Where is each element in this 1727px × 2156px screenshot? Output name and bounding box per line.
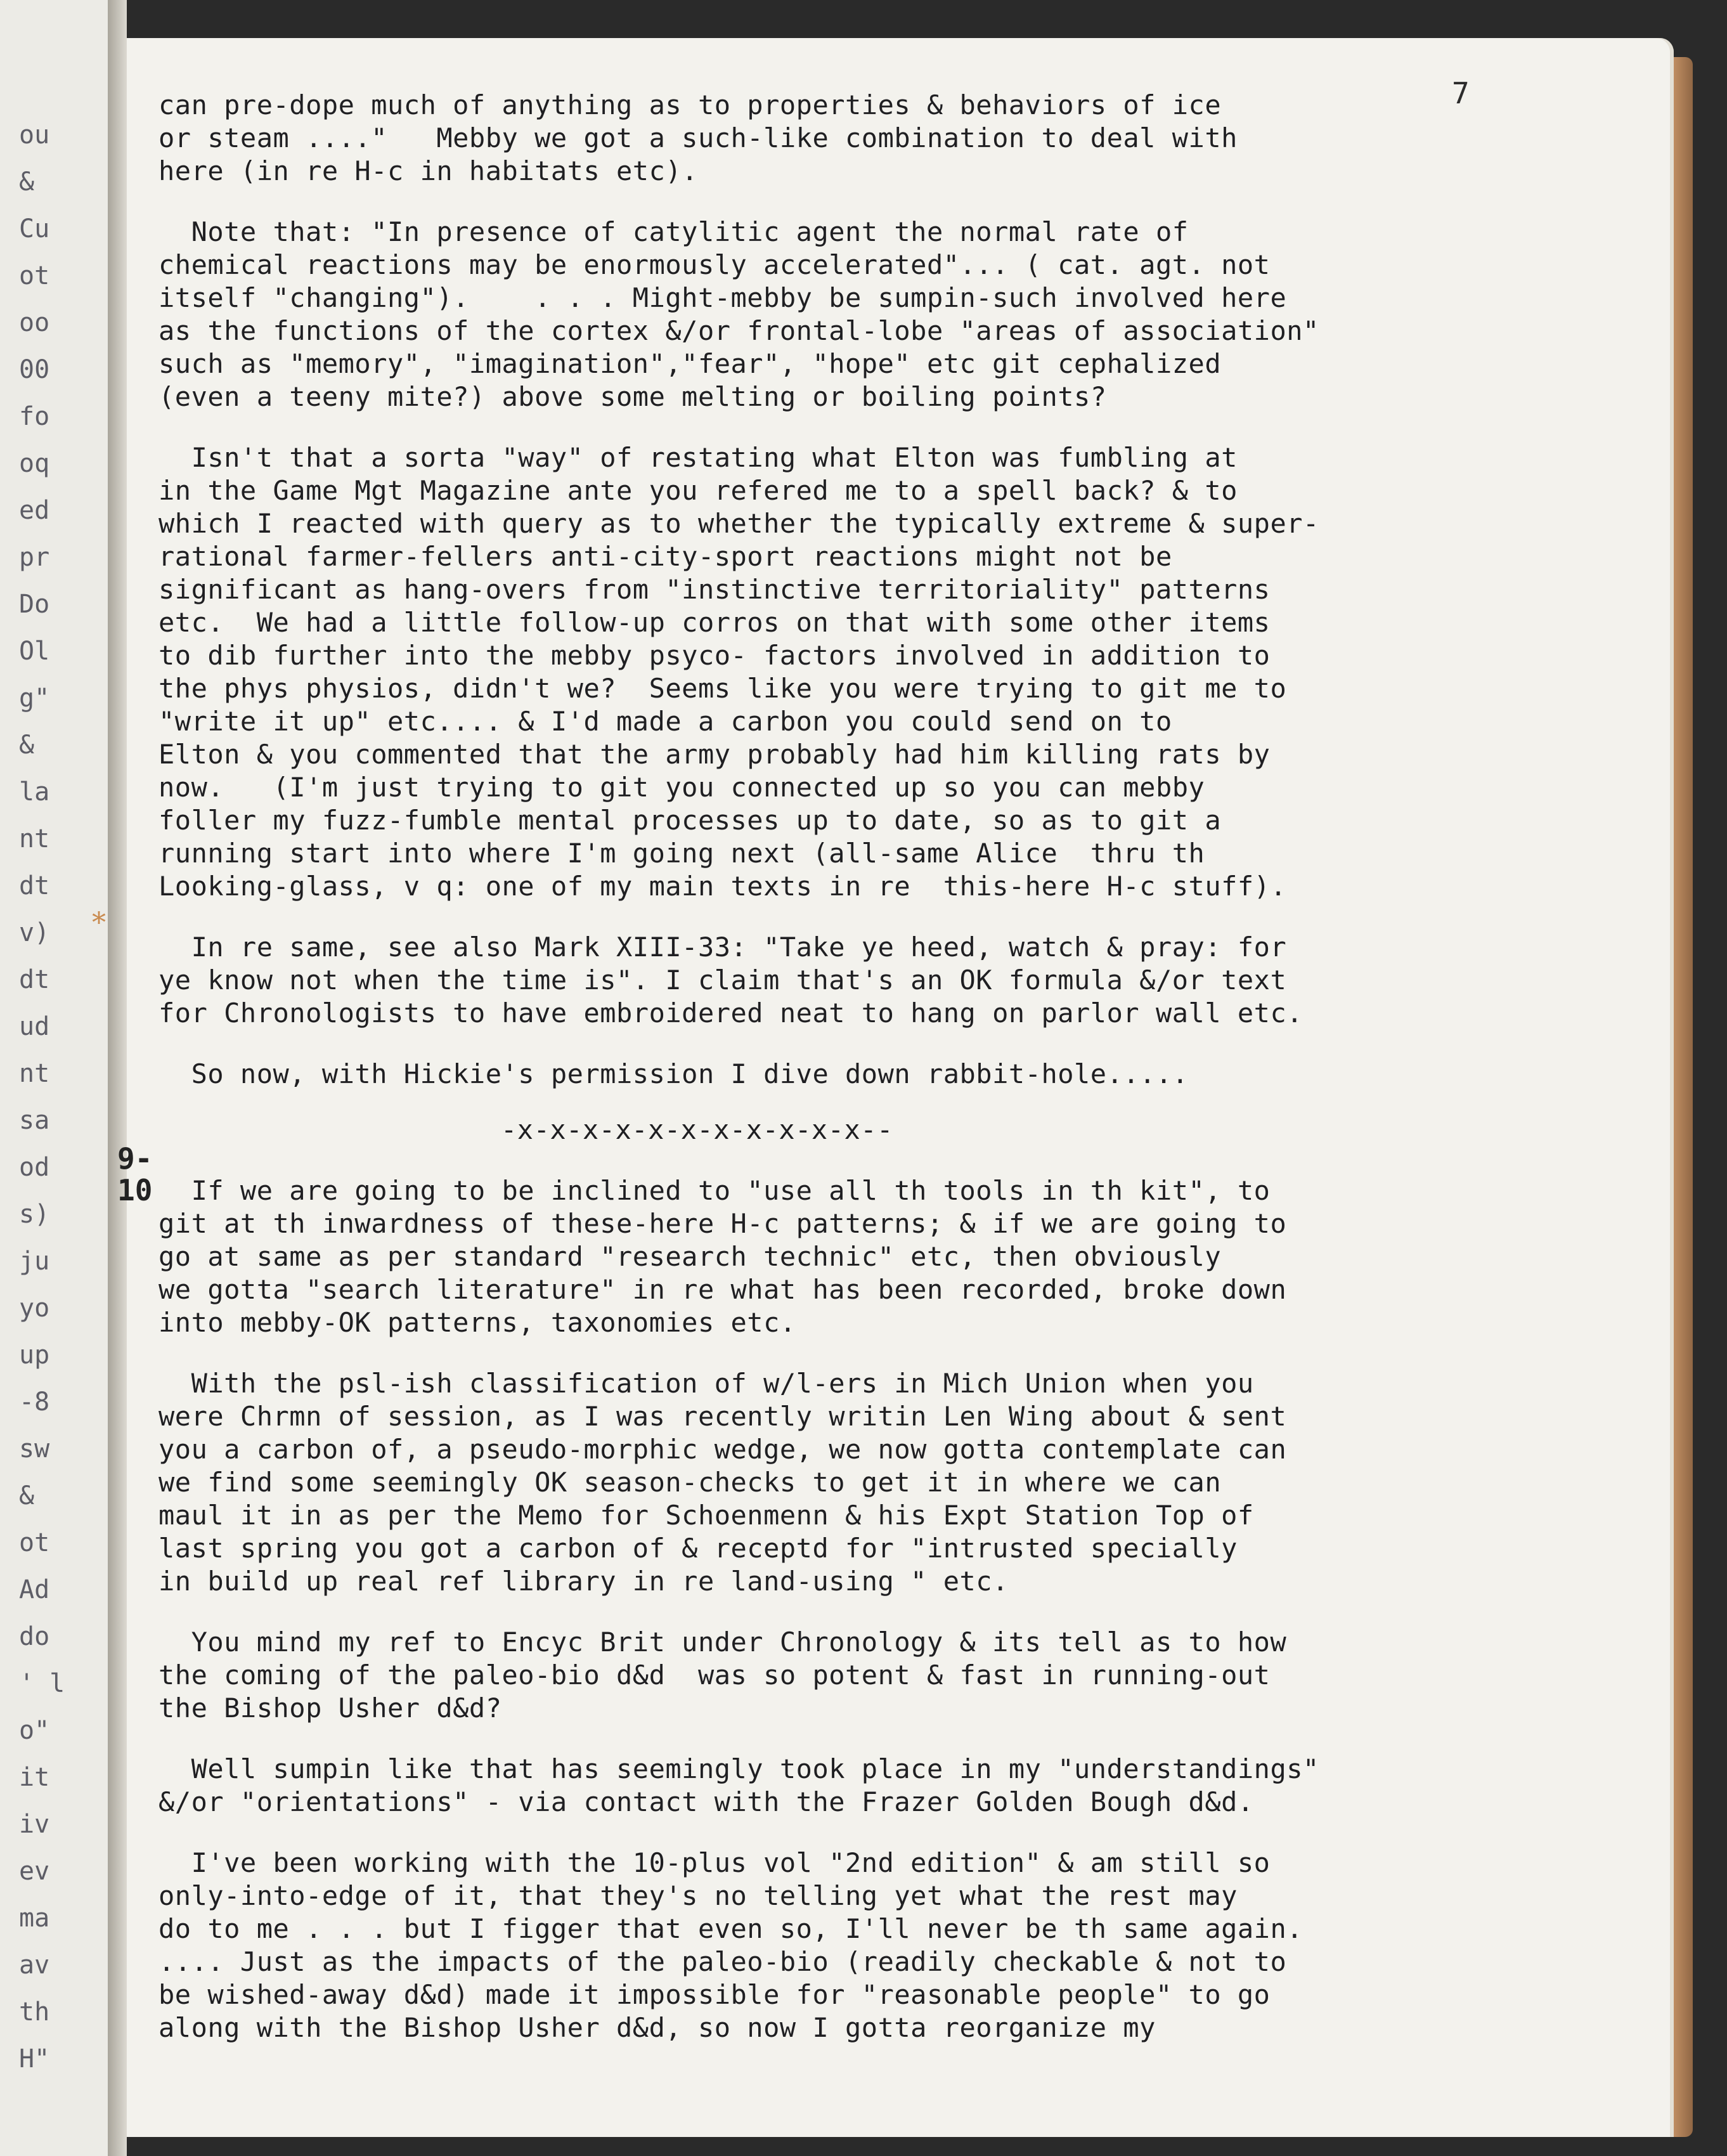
text-line: the coming of the paleo-bio d&d was so potent & fast in running-out — [158, 1659, 1271, 1691]
text-line: maul it in as per the Memo for Schoenmenn & his Expt Station Top of — [158, 1500, 1254, 1531]
left-page-text-fragment: av — [19, 1951, 50, 1980]
text-line: Looking-glass, v q: one of my main texts in re this-here H-c stuff). — [158, 871, 1287, 902]
text-line: the phys physios, didn't we? Seems like you were trying to git me to — [158, 673, 1287, 704]
left-page-text-fragment: ma — [19, 1904, 50, 1933]
left-page-text-fragment: iv — [19, 1810, 50, 1839]
left-page-text-fragment: la — [19, 777, 50, 807]
text-line: or steam ...." Mebby we got a such-like combination to deal with — [158, 122, 1238, 153]
margin-note-second: 10 — [117, 1173, 153, 1207]
left-page-text-fragment: Ad — [19, 1575, 50, 1604]
left-page-text-fragment: Do — [19, 590, 50, 619]
paragraph-2 — [158, 216, 1522, 413]
text-line: Isn't that a sorta "way" of restating what Elton was fumbling at — [158, 442, 1238, 473]
left-page-text-fragment: fo — [19, 402, 50, 431]
text-line: ye know not when the time is". I claim that's an OK formula &/or text — [158, 964, 1287, 996]
text-line: chemical reactions may be enormously accelerated"... ( cat. agt. not — [158, 249, 1271, 280]
text-line: for Chronologists to have embroidered neat to hang on parlor wall etc. — [158, 997, 1303, 1029]
left-page-text-fragment: ed — [19, 496, 50, 525]
page-edge — [1674, 57, 1693, 2137]
text-line: can pre-dope much of anything as to properties & behaviors of ice — [158, 89, 1222, 120]
text-line: we gotta "search literature" in re what has been recorded, broke down — [158, 1274, 1287, 1305]
text-line: as the functions of the cortex &/or frontal-lobe "areas of association" — [158, 315, 1319, 346]
left-page-text-fragment: v) — [19, 918, 50, 947]
text-line: git at th inwardness of these-here H-c patterns; & if we are going to — [158, 1208, 1287, 1239]
text-line: rational farmer-fellers anti-city-sport reactions might not be — [158, 541, 1172, 572]
left-page-text-fragment: yo — [19, 1294, 50, 1323]
left-page-text-fragment: -8 — [19, 1387, 50, 1417]
paragraph-9 — [158, 1753, 1522, 1819]
margin-asterisk: * — [92, 907, 106, 939]
text-line: be wished-away d&d) made it impossible for "reasonable people" to go — [158, 1979, 1271, 2010]
text-line: the Bishop Usher d&d? — [158, 1692, 502, 1724]
paragraph-3 — [158, 441, 1522, 903]
text-line: along with the Bishop Usher d&d, so now I gotta reorganize my — [158, 2012, 1156, 2043]
left-page-text-fragment: Ol — [19, 637, 50, 666]
left-page-text-fragment: s) — [19, 1200, 50, 1229]
text-line: to dib further into the mebby psyco- factors involved in addition to — [158, 640, 1271, 671]
left-page-text-fragment: 00 — [19, 355, 50, 384]
left-page-text-fragment: nt — [19, 1059, 50, 1088]
left-page-text-fragment: up — [19, 1341, 50, 1370]
left-page-text-fragment: ' l — [19, 1669, 65, 1698]
left-page-fragment — [0, 0, 109, 2156]
left-page-text-fragment: oq — [19, 449, 50, 478]
text-line: you a carbon of, a pseudo-morphic wedge, we now gotta contemplate can — [158, 1434, 1287, 1465]
left-page-text-fragment: & — [19, 731, 35, 760]
text-line: foller my fuzz-fumble mental processes up to date, so as to git a — [158, 805, 1222, 836]
left-page-text-fragment: oo — [19, 308, 50, 337]
text-line: which I reacted with query as to whether the typically extreme & super- — [158, 508, 1319, 539]
left-page-text-fragment: ev — [19, 1857, 50, 1886]
left-page-text-fragment: th — [19, 1997, 50, 2027]
text-line: "write it up" etc.... & I'd made a carbon you could send on to — [158, 706, 1172, 737]
text-line: .... Just as the impacts of the paleo-bio (readily checkable & not to — [158, 1946, 1287, 1977]
text-line: running start into where I'm going next (all-same Alice thru th — [158, 838, 1205, 869]
left-page-text-fragment: ju — [19, 1247, 50, 1276]
paragraph-1 — [158, 89, 1522, 188]
text-line: Note that: "In presence of catylitic agent the normal rate of — [158, 216, 1189, 247]
paragraph-4 — [158, 931, 1522, 1030]
text-line: In re same, see also Mark XIII-33: "Take ye heed, watch & pray: for — [158, 932, 1287, 963]
left-page-text-fragment: do — [19, 1622, 50, 1651]
left-page-text-fragment: ou — [19, 120, 50, 150]
left-page-text-fragment: ud — [19, 1012, 50, 1041]
margin-note-first: 9- — [117, 1141, 153, 1176]
left-page-text-fragment: od — [19, 1153, 50, 1182]
page-number: 7 — [1452, 76, 1470, 110]
left-page-text-fragment: it — [19, 1763, 50, 1792]
left-page-text-fragment: dt — [19, 871, 50, 900]
text-line: go at same as per standard "research technic" etc, then obviously — [158, 1241, 1222, 1272]
text-line: significant as hang-overs from "instinctive territoriality" patterns — [158, 574, 1271, 605]
section-separator: -x-x-x-x-x-x-x-x-x-x-x-- — [501, 1114, 893, 1145]
text-line: I've been working with the 10-plus vol "2nd edition" & am still so — [158, 1847, 1271, 1878]
text-line: So now, with Hickie's permission I dive down rabbit-hole..... — [158, 1058, 1189, 1089]
text-line: itself "changing"). . . . Might-mebby be sumpin-such involved here — [158, 282, 1287, 313]
left-page-text-fragment: & — [19, 167, 35, 197]
left-page-text-fragment: dt — [19, 965, 50, 994]
left-page-text-fragment: o" — [19, 1716, 50, 1745]
text-line: do to me . . . but I figger that even so, I'll never be th same again. — [158, 1913, 1303, 1944]
text-line: &/or "orientations" - via contact with the Frazer Golden Bough d&d. — [158, 1786, 1254, 1817]
paragraph-10 — [158, 1847, 1522, 2044]
text-line: Elton & you commented that the army probably had him killing rats by — [158, 739, 1271, 770]
text-line: You mind my ref to Encyc Brit under Chronology & its tell as to how — [158, 1627, 1287, 1658]
text-line: (even a teeny mite?) above some melting or boiling points? — [158, 381, 1107, 412]
book-gutter — [108, 0, 127, 2156]
left-page-text-fragment: Cu — [19, 214, 50, 244]
text-line: such as "memory", "imagination","fear", "hope" etc git cephalized — [158, 348, 1222, 379]
left-page-text-fragment: H" — [19, 2044, 50, 2074]
text-line: into mebby-OK patterns, taxonomies etc. — [158, 1307, 796, 1338]
text-line: in build up real ref library in re land-using " etc. — [158, 1566, 1009, 1597]
text-line: With the psl-ish classification of w/l-ers in Mich Union when you — [158, 1368, 1254, 1399]
text-line: now. (I'm just trying to git you connected up so you can mebby — [158, 772, 1205, 803]
text-line: Well sumpin like that has seemingly took place in my "understandings" — [158, 1753, 1319, 1784]
paragraph-8 — [158, 1626, 1522, 1725]
left-page-text-fragment: ot — [19, 261, 50, 290]
typed-text-body — [158, 89, 1522, 2072]
left-page-text-fragment: ot — [19, 1528, 50, 1557]
left-page-text-fragment: & — [19, 1481, 35, 1510]
text-line: in the Game Mgt Magazine ante you refered me to a spell back? & to — [158, 475, 1238, 506]
left-page-text-fragment: nt — [19, 824, 50, 854]
text-line: we find some seemingly OK season-checks to get it in where we can — [158, 1467, 1222, 1498]
text-line: etc. We had a little follow-up corros on that with some other items — [158, 607, 1271, 638]
text-line: here (in re H-c in habitats etc). — [158, 155, 698, 186]
left-page-text-fragment: pr — [19, 543, 50, 572]
left-page-text-fragment: sa — [19, 1106, 50, 1135]
text-line: were Chrmn of session, as I was recently writin Len Wing about & sent — [158, 1401, 1287, 1432]
left-page-text-fragment: g" — [19, 684, 50, 713]
text-line: If we are going to be inclined to "use all th tools in th kit", to — [158, 1175, 1271, 1206]
left-page-text-fragment: sw — [19, 1434, 50, 1464]
paragraph-6 — [158, 1174, 1522, 1339]
paragraph-5 — [158, 1058, 1522, 1091]
paragraph-7 — [158, 1367, 1522, 1598]
text-line: only-into-edge of it, that they's no telling yet what the rest may — [158, 1880, 1238, 1911]
text-line: last spring you got a carbon of & receptd for "intrusted specially — [158, 1533, 1238, 1564]
